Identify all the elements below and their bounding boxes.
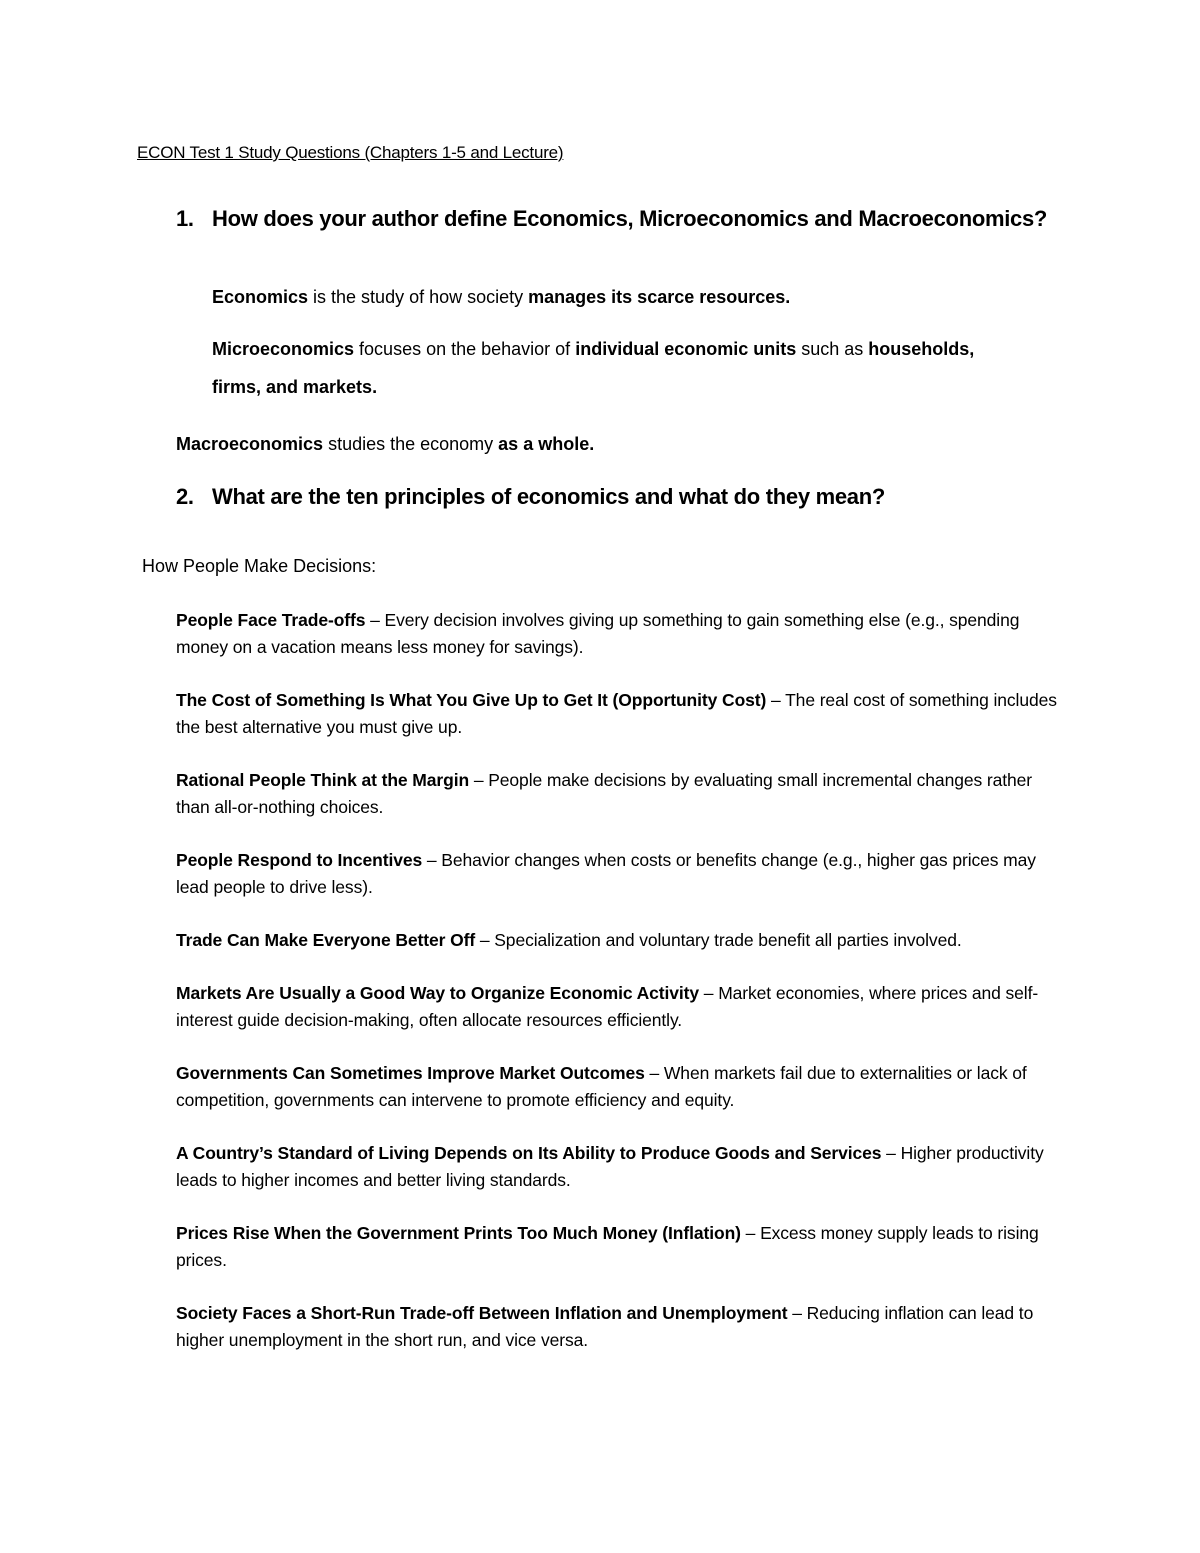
principle-description: – Market economies, where prices and self-interest guide decision-making, often allocate resources efficiently. (176, 983, 1039, 1030)
principle-item (176, 687, 1066, 741)
question-2-text: What are the ten principles of economics and what do they mean? (212, 484, 885, 509)
definition-economics-mid: is the study of how society (308, 287, 529, 307)
definition-economics-term: Economics (212, 287, 309, 307)
principle-item (176, 847, 1066, 901)
principle-description: – Higher productivity leads to higher incomes and better living standards. (176, 1143, 1044, 1190)
principle-title: Rational People Think at the Margin (176, 770, 470, 790)
principle-title: Society Faces a Short-Run Trade-off Between Inflation and Unemployment (176, 1303, 788, 1323)
definition-macroeconomics (176, 425, 594, 463)
definition-economics-emphasis: manages its scarce resources. (528, 287, 791, 307)
definition-micro-emphasis-2: households, (868, 339, 975, 359)
principle-description: – Reducing inflation can lead to higher unemployment in the short run, and vice versa. (176, 1303, 1034, 1350)
definition-micro-emphasis-3: firms, and markets. (212, 377, 378, 397)
principle-description: – Specialization and voluntary trade benefit all parties involved. (475, 930, 962, 950)
question-2-number: 2. (176, 484, 194, 509)
question-1-number: 1. (176, 206, 194, 231)
principle-item (176, 1220, 1066, 1274)
principle-title: Markets Are Usually a Good Way to Organize Economic Activity (176, 983, 700, 1003)
definition-micro-mid-1: focuses on the behavior of (354, 339, 576, 359)
principle-description: – The real cost of something includes the best alternative you must give up. (176, 690, 1057, 737)
principle-item (176, 980, 1066, 1034)
principle-item (176, 1300, 1066, 1354)
principle-title: Prices Rise When the Government Prints Too Much Money (Inflation) (176, 1223, 741, 1243)
document-title: ECON Test 1 Study Questions (Chapters 1-5 and Lecture) (137, 143, 564, 162)
principle-description: – Excess money supply leads to rising prices. (176, 1223, 1039, 1270)
principles-list (176, 607, 1066, 1380)
principle-description: – Behavior changes when costs or benefits change (e.g., higher gas prices may lead people to drive less). (176, 850, 1036, 897)
principle-title: Governments Can Sometimes Improve Market Outcomes (176, 1063, 645, 1083)
principle-item (176, 1060, 1066, 1114)
definition-microeconomics (212, 330, 974, 406)
question-1 (176, 206, 1047, 232)
principle-title: Trade Can Make Everyone Better Off (176, 930, 476, 950)
definition-micro-emphasis-1: individual economic units (575, 339, 797, 359)
principle-item (176, 1140, 1066, 1194)
definition-macro-term: Macroeconomics (176, 434, 324, 454)
section-heading: How People Make Decisions: (142, 556, 377, 576)
definition-economics (212, 278, 790, 316)
principle-title: The Cost of Something Is What You Give Up to Get It (Opportunity Cost) (176, 690, 767, 710)
principle-description: – When markets fail due to externalities or lack of competition, governments can intervene to promote efficiency and equity. (176, 1063, 1027, 1110)
question-2 (176, 484, 885, 510)
principle-title: People Face Trade-offs (176, 610, 366, 630)
definition-micro-term: Microeconomics (212, 339, 355, 359)
question-1-text: How does your author define Economics, Microeconomics and Macroeconomics? (212, 206, 1048, 231)
principle-description: – Every decision involves giving up something to gain something else (e.g., spending money on a vacation means less money for savings). (176, 610, 1020, 657)
principle-title: People Respond to Incentives (176, 850, 423, 870)
principle-title: A Country’s Standard of Living Depends on Its Ability to Produce Goods and Services (176, 1143, 882, 1163)
principle-item (176, 927, 1066, 954)
definition-macro-mid: studies the economy (323, 434, 499, 454)
definition-micro-mid-2: such as (796, 339, 869, 359)
principle-description: – People make decisions by evaluating small incremental changes rather than all-or-nothing choices. (176, 770, 1032, 817)
principle-item (176, 767, 1066, 821)
principle-item (176, 607, 1066, 661)
definition-macro-emphasis: as a whole. (498, 434, 595, 454)
